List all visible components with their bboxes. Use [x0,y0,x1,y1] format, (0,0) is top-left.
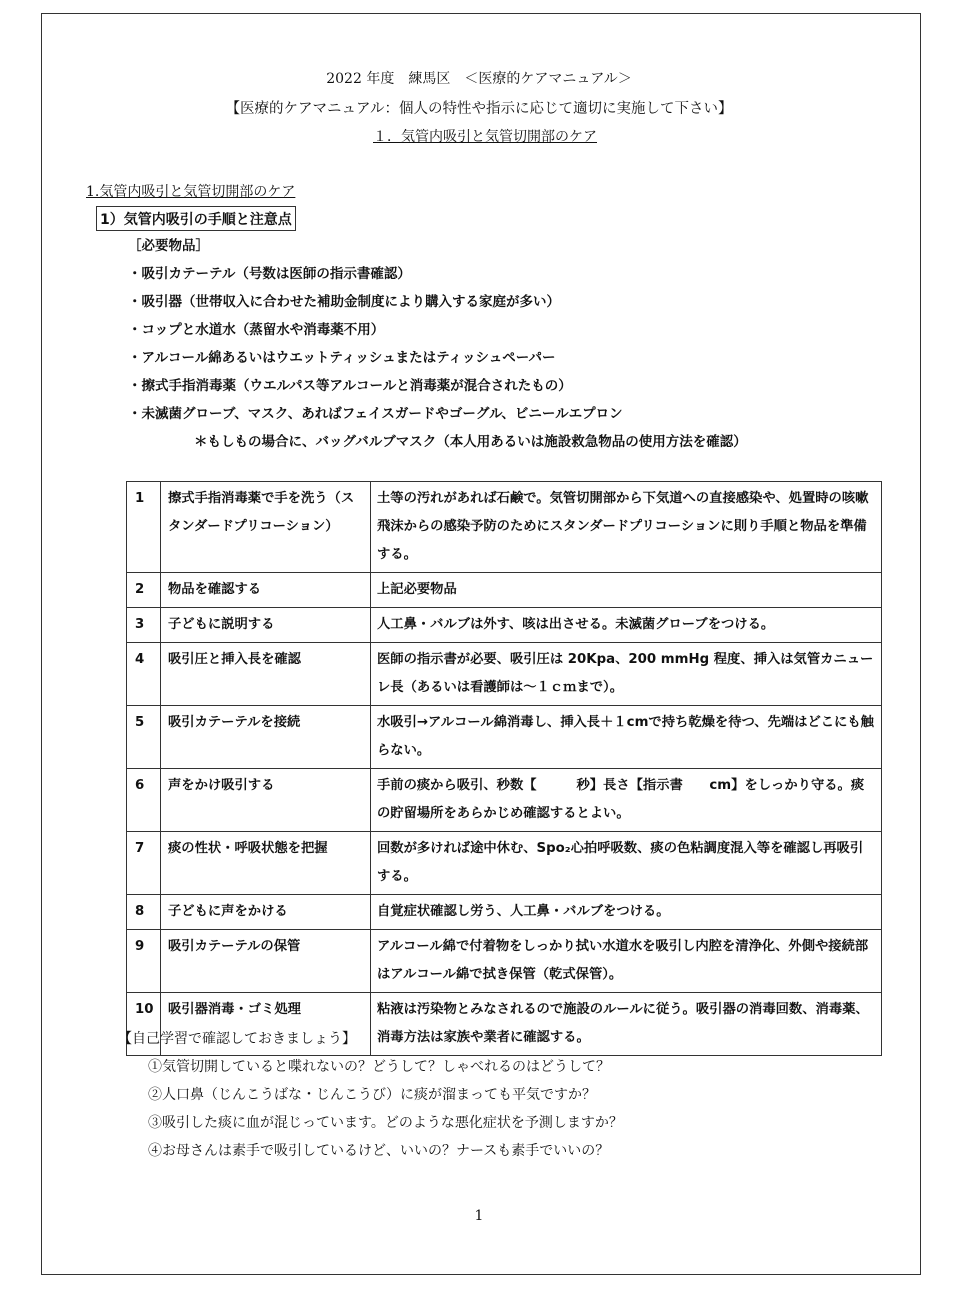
step-name: 吸引圧と挿入長を確認 [161,643,371,706]
step-detail: 土等の汚れがあれば石鹸で。気管切開部から下気道への直接感染や、処置時の咳嗽飛沫からの感染予防のためにスタンダードプリコーションに則り手順と物品を準備する。 [371,482,882,573]
list-item: ・アルコール綿あるいはウエットティッシュまたはティッシュペーパー [128,350,556,366]
step-name: 物品を確認する [161,573,371,608]
step-detail: 手前の痰から吸引、秒数【 秒】長さ【指示書 cm】をしっかり守る。痰の貯留場所をあらかじめ確認するとよい。 [371,769,882,832]
step-name: 吸引カテーテルを接続 [161,706,371,769]
step-number: 10 [127,993,161,1056]
step-detail: 医師の指示書が必要、吸引圧は 20Kpa、200 mmHg 程度、挿入は気管カニューレ長（あるいは看護師は～１ｃｍまで）。 [371,643,882,706]
document-header-title: 2022 年度 練馬区 ＜医療的ケアマニュアル＞ [326,71,632,87]
table-row [127,832,882,895]
step-detail: 粘液は汚染物とみなされるので施設のルールに従う。吸引器の消毒回数、消毒薬、消毒方法は家族や業者に確認する。 [371,993,882,1056]
step-name: 声をかけ吸引する [161,769,371,832]
step-number: 8 [127,895,161,930]
table-row [127,482,882,573]
step-number: 2 [127,573,161,608]
self-study-question: ③吸引した痰に血が混じっています。どのような悪化症状を予測しますか？ [148,1115,623,1131]
step-detail: 自覚症状確認し労う、人工鼻・バルブをつける。 [371,895,882,930]
step-detail: 上記必要物品 [371,573,882,608]
step-detail: アルコール綿で付着物をしっかり拭い水道水を吸引し内腔を清浄化、外側や接続部はアルコール綿で拭き保管（乾式保管）。 [371,930,882,993]
required-items-list [128,236,747,460]
subsection-title: 1）気管内吸引の手順と注意点 [96,206,296,231]
step-number: 6 [127,769,161,832]
table-row [127,573,882,608]
step-number: 3 [127,608,161,643]
list-item: ・擦式手指消毒薬（ウエルパス等アルコールと消毒薬が混合されたもの） [128,378,572,394]
list-item: ・吸引カテーテル（号数は医師の指示書確認） [128,266,411,282]
table-row [127,769,882,832]
step-detail: 回数が多ければ途中休む、Spo₂心拍呼吸数、痰の色粘調度混入等を確認し再吸引する。 [371,832,882,895]
list-item: ・吸引器（世帯収入に合わせた補助金制度により購入する家庭が多い） [128,294,560,310]
document-header-subtitle: 【医療的ケアマニュアル：個人の特性や指示に応じて適切に実施して下さい】 [225,101,733,117]
step-name: 吸引カテーテルの保管 [161,930,371,993]
procedure-table [126,481,882,1056]
table-row [127,608,882,643]
self-study-question: ①気管切開していると喋れないの？どうして？しゃべれるのはどうして？ [148,1059,610,1075]
self-study-section [118,1025,623,1165]
self-study-question: ②人口鼻（じんこうばな・じんこうび）に痰が溜まっても平気ですか？ [148,1087,596,1103]
step-name: 子どもに声をかける [161,895,371,930]
step-number: 9 [127,930,161,993]
table-row [127,706,882,769]
table-row [127,930,882,993]
section-title: 1.気管内吸引と気管切開部のケア [86,184,296,200]
required-items-heading: ［必要物品］ [128,238,209,254]
step-detail: 水吸引→アルコール綿消毒し、挿入長＋１cmで持ち乾燥を待つ、先端はどこにも触らない。 [371,706,882,769]
step-number: 7 [127,832,161,895]
list-item: ・コップと水道水（蒸留水や消毒薬不用） [128,322,385,338]
table-row [127,643,882,706]
step-number: 4 [127,643,161,706]
list-item: ・未滅菌グローブ、マスク、あればフェイスガードやゴーグル、ビニールエプロン [128,406,623,422]
step-detail: 人工鼻・バルブは外す、咳は出させる。未滅菌グローブをつける。 [371,608,882,643]
step-name: 痰の性状・呼吸状態を把握 [161,832,371,895]
step-name: 擦式手指消毒薬で手を洗う（スタンダードプリコーション） [161,482,371,573]
document-header-section: １．気管内吸引と気管切開部のケア [373,129,597,145]
step-name: 吸引器消毒・ゴミ処理 [161,993,371,1056]
note-text: ＊もしもの場合に、バッグバルブマスク（本人用あるいは施設救急物品の使用方法を確認） [194,434,747,450]
self-study-question: ④お母さんは素手で吸引しているけど、いいの？ナースも素手でいいの？ [148,1143,610,1159]
self-study-heading: 【自己学習で確認しておきましょう】 [118,1031,356,1047]
table-row [127,895,882,930]
step-name: 子どもに説明する [161,608,371,643]
step-number: 1 [127,482,161,573]
page-number: 1 [474,1208,484,1224]
step-number: 5 [127,706,161,769]
